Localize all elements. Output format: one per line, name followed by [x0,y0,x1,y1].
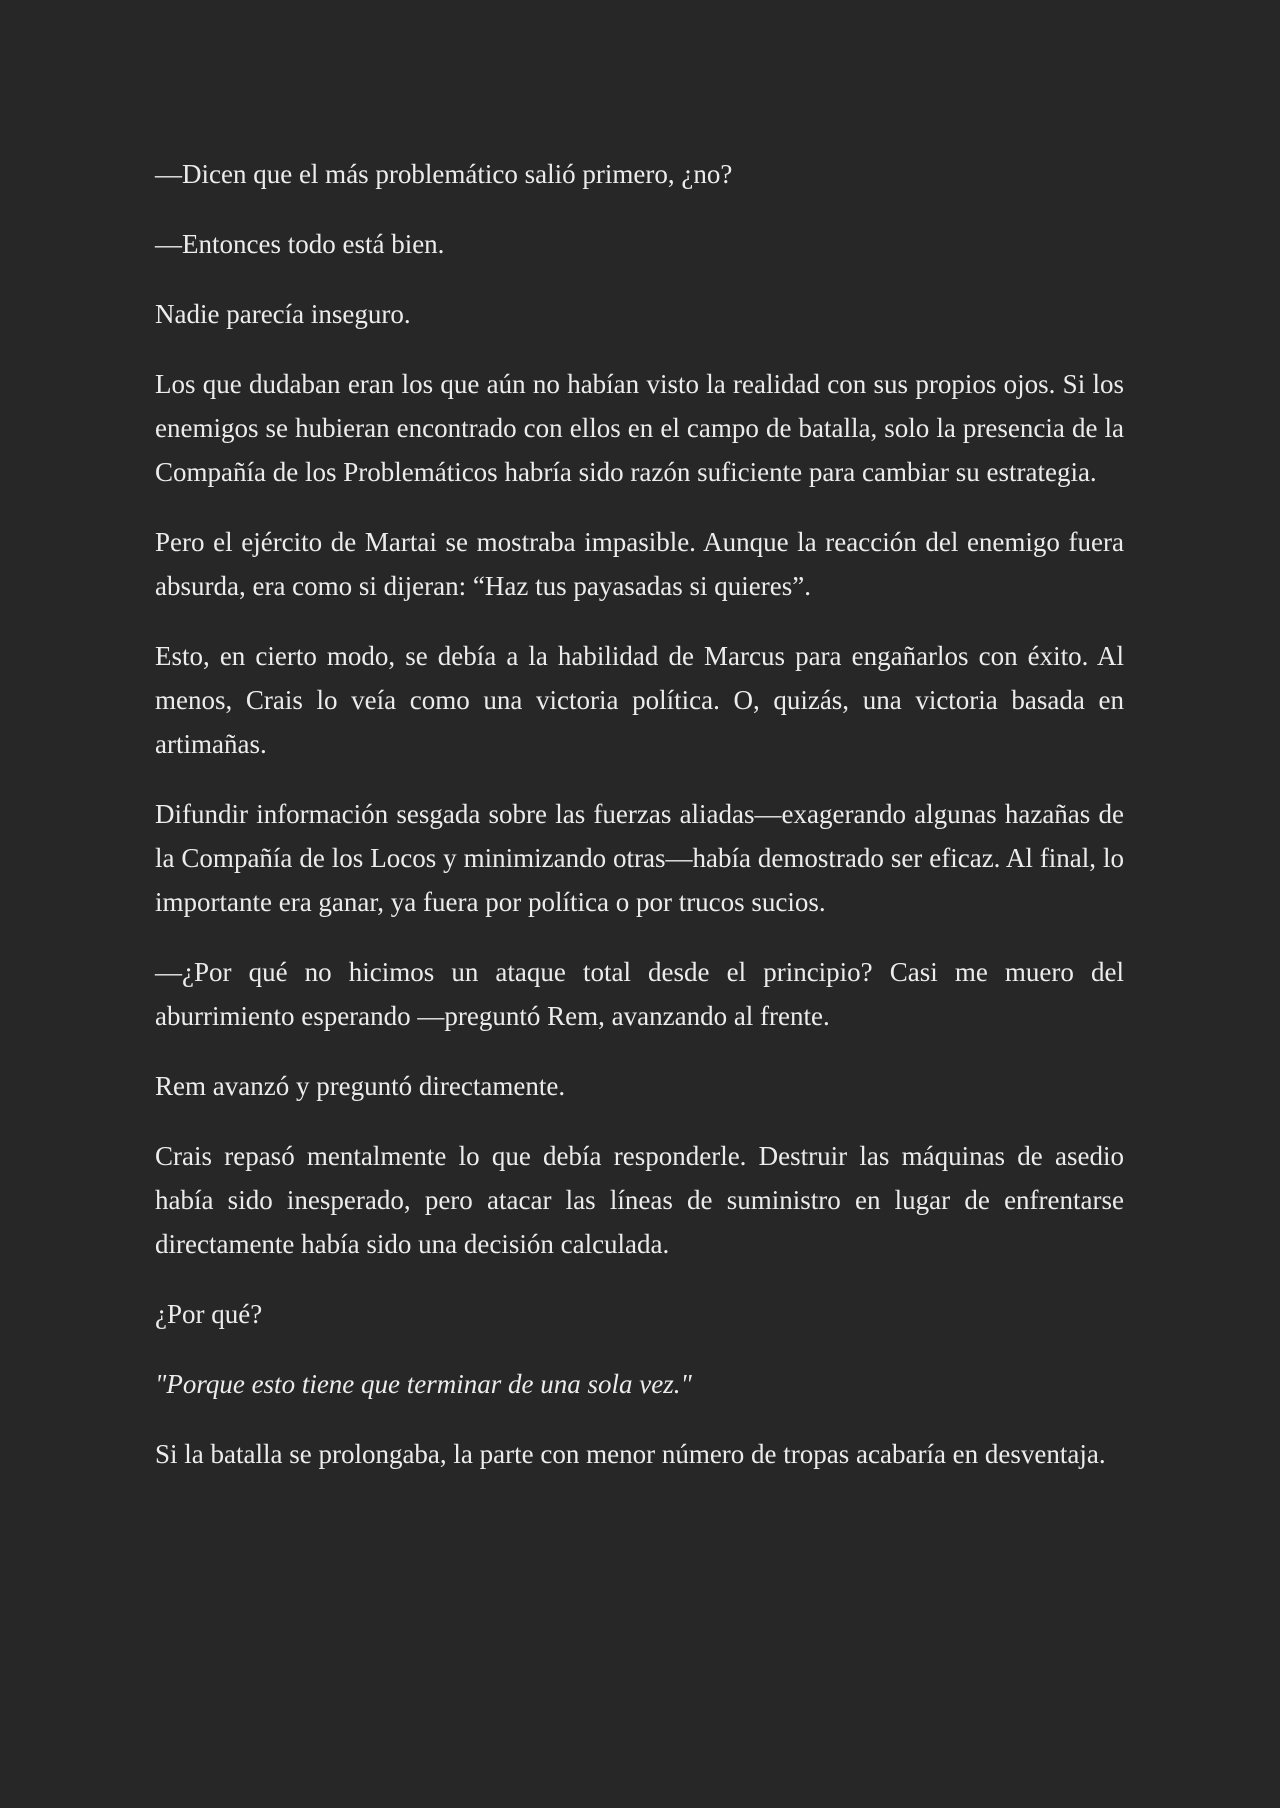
paragraph: Difundir información sesgada sobre las fuerzas aliadas—exagerando algunas hazañas de la Compañía de los Locos y minimizando otras—había demostrado ser eficaz. Al final, lo importante era ganar, ya fuera por política o por trucos sucios. [155,799,1124,917]
paragraph: Los que dudaban eran los que aún no habían visto la realidad con sus propios ojos. Si los enemigos se hubieran encontrado con ellos en el campo de batalla, solo la presencia de la Compañía de los Problemáticos habría sido razón suficiente para cambiar su estrategia. [155,369,1124,487]
paragraph: Si la batalla se prolongaba, la parte con menor número de tropas acabaría en desventaja. [155,1439,1106,1469]
paragraph: —Dicen que el más problemático salió primero, ¿no? [155,159,733,189]
paragraph: Pero el ejército de Martai se mostraba impasible. Aunque la reacción del enemigo fuera absurda, era como si dijeran: “Haz tus payasadas si quieres”. [155,527,1124,601]
reader-page [155,152,1124,1502]
paragraph: Crais repasó mentalmente lo que debía responderle. Destruir las máquinas de asedio había sido inesperado, pero atacar las líneas de suministro en lugar de enfrentarse directamente había sido una decisión calculada. [155,1141,1124,1259]
paragraph: —¿Por qué no hicimos un ataque total desde el principio? Casi me muero del aburrimiento esperando —preguntó Rem, avanzando al frente. [155,957,1124,1031]
italic-paragraph: "Porque esto tiene que terminar de una sola vez." [155,1369,692,1399]
paragraph: —Entonces todo está bien. [155,229,445,259]
paragraph: Nadie parecía inseguro. [155,299,411,329]
paragraph: Esto, en cierto modo, se debía a la habilidad de Marcus para engañarlos con éxito. Al menos, Crais lo veía como una victoria política. O, quizás, una victoria basada en artimañas. [155,641,1124,759]
paragraph: Rem avanzó y preguntó directamente. [155,1071,566,1101]
paragraph: ¿Por qué? [155,1299,263,1329]
